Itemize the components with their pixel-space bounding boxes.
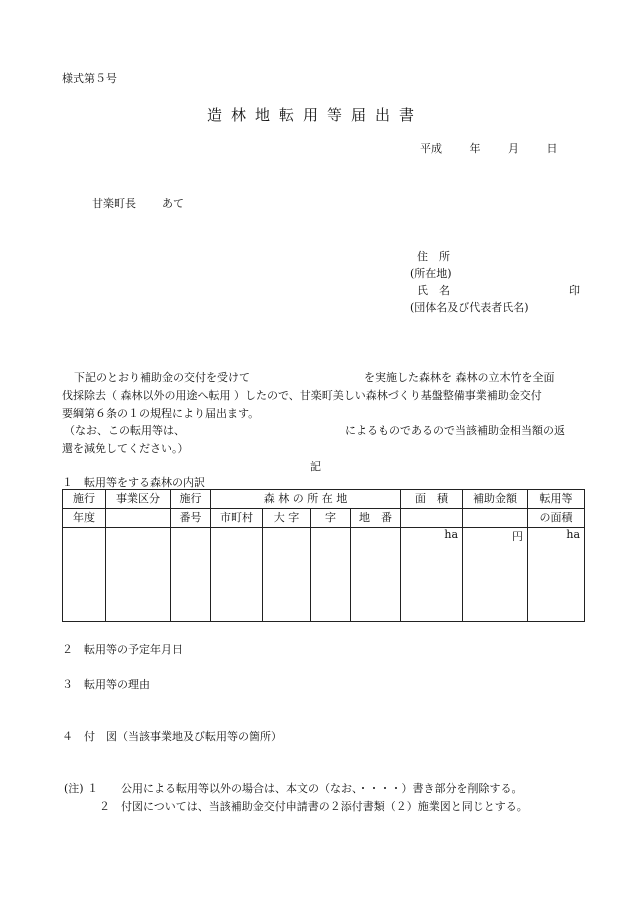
- cell-area-unit: ha: [401, 528, 463, 622]
- date-day: 日: [546, 142, 558, 155]
- cell-fiscal-year: [63, 528, 106, 622]
- header-subsidy: 補助金額: [463, 490, 528, 509]
- section-1-title: １ 転用等をする森林の内訳: [62, 476, 205, 489]
- forest-table: [62, 489, 585, 622]
- body-line-3: 要綱第６条の１の規程により届出ます。: [62, 407, 260, 420]
- org-label: (団体名及び代表者氏名): [410, 301, 529, 314]
- addressee-name: 甘楽町長: [92, 197, 136, 210]
- body-line-2: 伐採除去（ 森林以外の用途へ転用 ）したので、甘楽町美しい森林づくり基盤整備事業補助金交付: [62, 389, 542, 402]
- location-label: (所在地): [410, 267, 452, 280]
- header-aza: 字: [311, 509, 351, 528]
- cell-project-type: [106, 528, 171, 622]
- form-number: 様式第５号: [62, 72, 117, 85]
- section-2-title: ２ 転用等の予定年月日: [62, 643, 183, 656]
- note-item-1: 公用による転用等以外の場合は、本文の（なお、・・・・）書き部分を削除する。: [121, 782, 523, 795]
- header-project-type-cont: [106, 509, 171, 528]
- header-project-no-2: 番号: [171, 509, 211, 528]
- cell-conv-area-unit: ha: [528, 528, 585, 622]
- document-title: 造林地転用等届出書: [206, 106, 423, 124]
- date-era: 平成: [420, 142, 442, 155]
- section-4-title: ４ 付 図（当該事業地及び転用等の箇所）: [62, 730, 282, 743]
- section-3-title: ３ 転用等の理由: [62, 678, 150, 691]
- note-prefix: (注) １: [64, 782, 99, 795]
- cell-municipality: [211, 528, 263, 622]
- date-month: 月: [508, 142, 519, 155]
- body-line-5: 還を減免してください。）: [62, 442, 189, 455]
- cell-oaza: [263, 528, 311, 622]
- header-fiscal-year-2: 年度: [63, 509, 106, 528]
- date-year: 年: [469, 142, 481, 155]
- header-fiscal-year-1: 施行: [63, 490, 106, 509]
- note-item-2: 付図については、当該補助金交付申請書の２添付書類（２）施業図と同じとする。: [121, 800, 528, 813]
- header-forest-location: 森 林 の 所 在 地: [211, 490, 401, 509]
- body-line-1b: を実施した森林を 森林の立木竹を全面: [364, 371, 555, 384]
- header-oaza: 大 字: [263, 509, 311, 528]
- cell-project-no: [171, 528, 211, 622]
- cell-aza: [311, 528, 351, 622]
- header-conv-area-1: 転用等: [528, 490, 585, 509]
- addressee: [92, 195, 184, 211]
- name-label: 氏 名: [417, 284, 450, 297]
- note-label: 記: [310, 460, 321, 473]
- header-project-no-1: 施行: [171, 490, 211, 509]
- header-subsidy-cont: [463, 509, 528, 528]
- body-line-4a: （なお、この転用等は、: [64, 424, 185, 437]
- header-area-cont: [401, 509, 463, 528]
- seal-mark: 印: [569, 284, 580, 297]
- cell-lot-no: [351, 528, 401, 622]
- header-project-type: 事業区分: [106, 490, 171, 509]
- body-line-4b: によるものであるので当該補助金相当額の返: [345, 424, 565, 437]
- date-line: [420, 140, 558, 156]
- header-conv-area-2: の面積: [528, 509, 585, 528]
- header-municipality: 市町村: [211, 509, 263, 528]
- address-label: 住 所: [417, 250, 450, 263]
- header-lot-no: 地 番: [351, 509, 401, 528]
- cell-subsidy-unit: 円: [463, 528, 528, 622]
- body-line-1a: 下記のとおり補助金の交付を受けて: [74, 371, 250, 384]
- note-number-2: ２: [99, 800, 110, 813]
- addressee-suffix: あて: [162, 197, 184, 210]
- header-area: 面 積: [401, 490, 463, 509]
